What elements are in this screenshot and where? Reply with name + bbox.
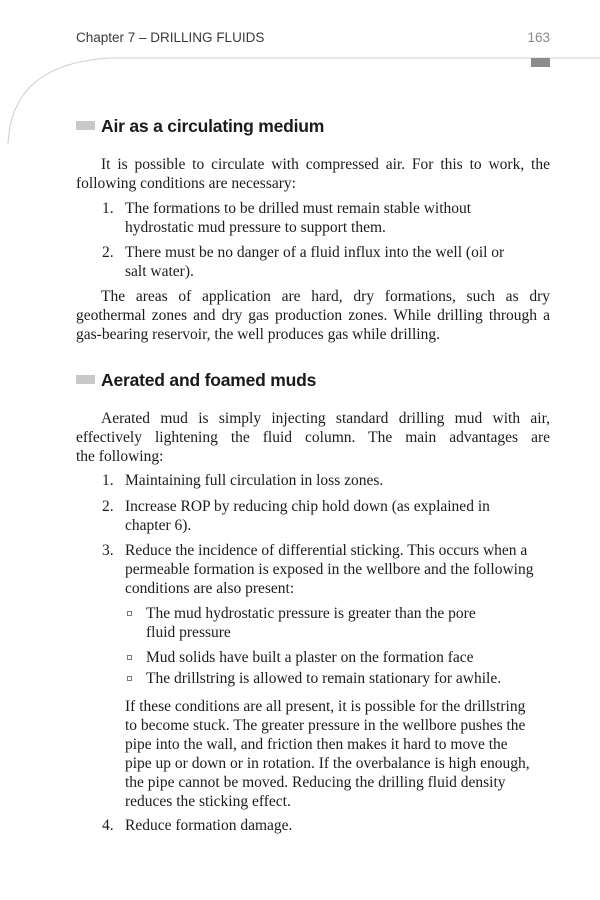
text-line: the following: xyxy=(76,448,164,465)
text-line: pipe into the wall, and friction then makes it hard to move the xyxy=(125,736,508,753)
text-line: The mud hydrostatic pressure is greater than the pore xyxy=(146,605,476,622)
text-line: The drillstring is allowed to remain stationary for awhile. xyxy=(146,670,502,687)
text-line: Increase ROP by reducing chip hold down (as explained in xyxy=(125,498,490,515)
text-line: There must be no danger of a fluid influx into the well (oil or xyxy=(125,244,505,261)
list-number: 2. xyxy=(102,498,114,515)
text-line: to become stuck. The greater pressure in the wellbore pushes the xyxy=(125,717,526,734)
text-line: Reduce formation damage. xyxy=(125,817,293,834)
paragraph-air-intro xyxy=(76,155,550,193)
text-line: fluid pressure xyxy=(146,624,231,641)
heading-text: Aerated and foamed muds xyxy=(101,370,317,390)
page-number: 163 xyxy=(527,30,550,45)
paragraph-aerated-intro xyxy=(76,409,550,466)
square-bullet-icon xyxy=(127,655,132,660)
text-line: salt water). xyxy=(125,263,194,280)
list-number: 3. xyxy=(102,542,114,559)
text-line: reduces the sticking effect. xyxy=(125,793,291,810)
text-line: Aerated mud is simply injecting standard drilling mud with air, xyxy=(101,410,550,427)
list-number: 2. xyxy=(102,244,114,261)
text-line: pipe up or down or in rotation. If the overbalance is high enough, xyxy=(125,755,530,772)
heading-marker-icon xyxy=(76,375,95,384)
text-line: following conditions are necessary: xyxy=(76,175,296,192)
text-line: The areas of application are hard, dry formations, such as dry xyxy=(101,288,550,305)
list-number: 1. xyxy=(102,472,114,489)
text-line: effectively lightening the fluid column. The main advantages are xyxy=(76,429,550,446)
text-line: the pipe cannot be moved. Reducing the drilling fluid density xyxy=(125,774,506,791)
list-number: 4. xyxy=(102,817,114,834)
running-header xyxy=(76,30,550,50)
text-line: It is possible to circulate with compressed air. For this to work, the xyxy=(101,156,550,173)
text-line: If these conditions are all present, it is possible for the drillstring xyxy=(125,698,526,715)
text-line: hydrostatic mud pressure to support them. xyxy=(125,219,386,236)
text-line: chapter 6). xyxy=(125,517,192,534)
text-line: gas-bearing reservoir, the well produces gas while drilling. xyxy=(76,326,440,343)
text-line: Maintaining full circulation in loss zones. xyxy=(125,472,384,489)
heading-text: Air as a circulating medium xyxy=(101,116,325,136)
text-line: The formations to be drilled must remain stable without xyxy=(125,200,472,217)
text-line: geothermal zones and dry gas production zones. While drilling through a xyxy=(76,307,550,324)
text-line: Reduce the incidence of differential sticking. This occurs when a xyxy=(125,542,528,559)
text-line: conditions are also present: xyxy=(125,580,295,597)
heading-marker-icon xyxy=(76,121,95,130)
paragraph-sticking-explanation xyxy=(125,697,550,811)
square-bullet-icon xyxy=(127,611,132,616)
chapter-title: Chapter 7 – DRILLING FLUIDS xyxy=(76,30,265,45)
text-line: permeable formation is exposed in the wellbore and the following xyxy=(125,561,534,578)
gray-marker-tab xyxy=(531,58,550,67)
section-heading-air xyxy=(76,116,324,137)
square-bullet-icon xyxy=(127,676,132,681)
list-number: 1. xyxy=(102,200,114,217)
paragraph-air-applications xyxy=(76,287,550,344)
section-heading-aerated xyxy=(76,370,316,391)
decorative-curve-line xyxy=(0,54,600,154)
text-line: Mud solids have built a plaster on the formation face xyxy=(146,649,474,666)
